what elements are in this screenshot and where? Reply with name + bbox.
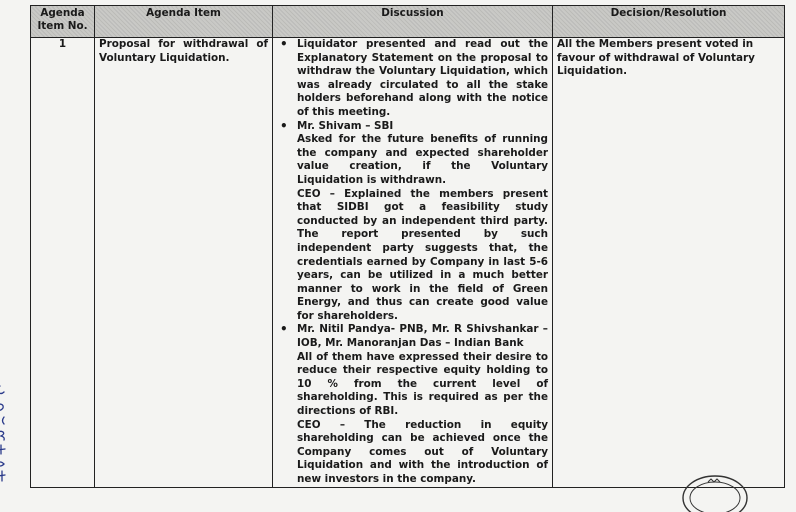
discussion-point: • Mr. Nitil Pandya- PNB, Mr. R Shivshankar – IOB, Mr. Manoranjan Das – Indian Bank (277, 323, 548, 350)
agenda-item-text: Proposal for withdrawal of Voluntary Liquidation. (95, 38, 273, 488)
decision-text: All the Members present voted in favour of withdrawal of Voluntary Liquidation. (557, 38, 755, 78)
discussion-point: • Liquidator presented and read out the Explanatory Statement on the proposal to withdraw the Voluntary Liquidation, which was already circulated to all the stake holders beforehand along with the notice of this meeting. (277, 38, 548, 120)
minutes-table (30, 5, 785, 488)
table-row (31, 38, 785, 488)
header-agenda-item: Agenda Item (95, 6, 273, 38)
header-decision: Decision/Resolution (553, 6, 785, 38)
decision-cell (553, 38, 785, 488)
agenda-number: 1 (31, 38, 95, 488)
handwritten-margin-note (0, 372, 20, 488)
discussion-cell (273, 38, 553, 488)
table-header-row (31, 6, 785, 38)
seal-stamp (680, 472, 750, 512)
header-agenda-no: Agenda Item No. (31, 6, 95, 38)
discussion-point: CEO – Explained the members present that SIDBI got a feasibility study conducted by an independent third party. The report presented by such independent party suggests that, the credentials earned by Company in last 5-6 years, can be utilized in a much better manner to work in the field of Green Energy, and thus can create good value for shareholders. (297, 187, 548, 322)
discussion-point: All of them have expressed their desire to reduce their respective equity holding to 10 % from the current level of shareholding. This is required as per the directions of RBI. (297, 350, 548, 418)
discussion-point: Asked for the future benefits of running the company and expected shareholder value creation, if the Voluntary Liquidation is withdrawn. (297, 133, 548, 186)
discussion-point: • Mr. Shivam – SBI (277, 120, 548, 134)
header-discussion: Discussion (273, 6, 553, 38)
discussion-point: CEO – The reduction in equity shareholding can be achieved once the Company comes out of Voluntary Liquidation and with the introduction of new investors in the company. (297, 418, 548, 485)
